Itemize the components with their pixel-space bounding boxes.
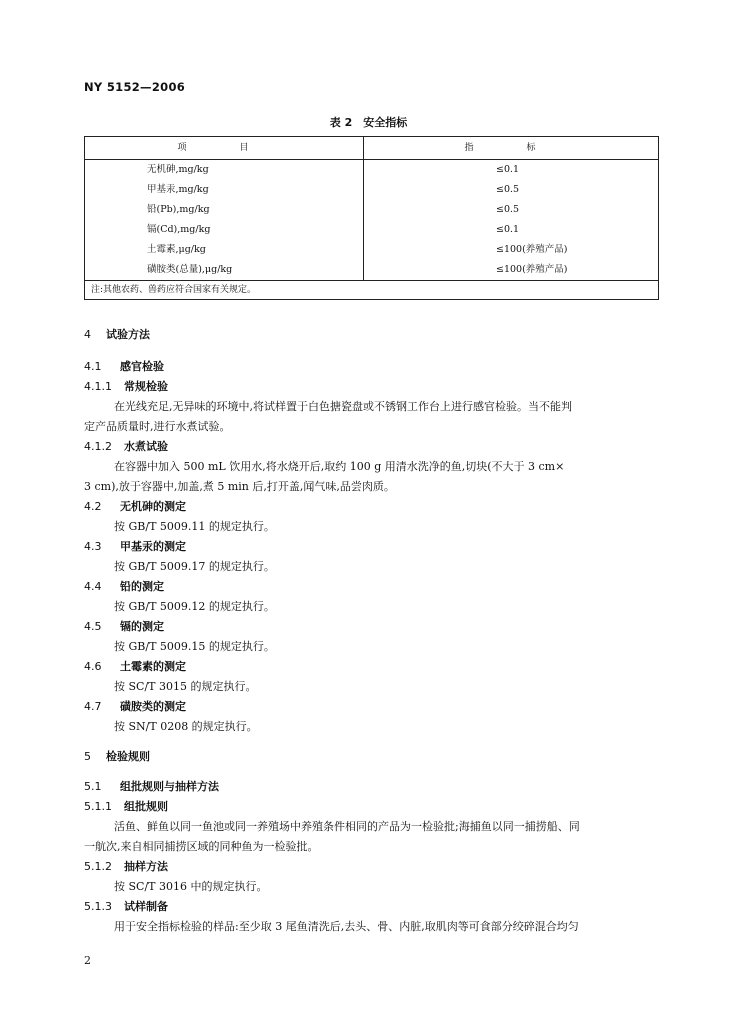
section-title: 常规检验 — [124, 380, 168, 393]
row-item: 无机砷,mg/kg — [147, 164, 209, 175]
paragraph-line: 用于安全指标检验的样品:至少取 3 尾鱼清洗后,去头、骨、内脏,取肌肉等可食部分绞碎混合均匀 — [114, 920, 579, 933]
column-header-item: 项 目 — [85, 137, 364, 160]
section-4-1-1-heading — [84, 378, 168, 394]
paragraph-line: 活鱼、鲜鱼以同一鱼池或同一养殖场中养殖条件相同的产品为一检验批;海捕鱼以同一捕捞船、同 — [114, 820, 580, 833]
table-row — [85, 180, 659, 200]
table-row — [85, 260, 659, 281]
paragraph-line: 按 GB/T 5009.15 的规定执行。 — [114, 640, 275, 653]
paragraph-line: 在光线充足,无异味的环境中,将试样置于白色搪瓷盘或不锈钢工作台上进行感官检验。当不能判 — [114, 400, 572, 413]
table-row — [85, 200, 659, 220]
section-number: 4.3 — [84, 540, 102, 553]
row-value: ≤0.1 — [364, 160, 659, 181]
paragraph-line: 按 SC/T 3015 的规定执行。 — [114, 680, 257, 693]
row-value: ≤0.5 — [364, 200, 659, 220]
section-number: 4.4 — [84, 580, 102, 593]
section-number: 4.2 — [84, 500, 102, 513]
row-value: ≤0.5 — [364, 180, 659, 200]
section-title: 土霉素的测定 — [120, 660, 186, 673]
section-4-heading — [84, 326, 150, 342]
paragraph-line: 一航次,来自相同捕捞区域的同种鱼为一检验批。 — [84, 840, 319, 853]
row-item: 土霉素,μg/kg — [147, 244, 206, 255]
section-4-7-heading — [84, 698, 186, 714]
row-value: ≤100(养殖产品) — [364, 240, 659, 260]
section-4-2-heading — [84, 498, 186, 514]
section-4-3-heading — [84, 538, 186, 554]
safety-index-table — [84, 136, 659, 300]
section-4-5-heading — [84, 618, 164, 634]
paragraph-line: 按 SN/T 0208 的规定执行。 — [114, 720, 258, 733]
section-5-heading — [84, 748, 150, 764]
table-title: 表 2 安全指标 — [329, 116, 408, 129]
section-number: 5.1 — [84, 780, 102, 793]
paragraph-line: 在容器中加入 500 mL 饮用水,将水烧开后,取约 100 g 用清水洗净的鱼,切块(不大于 3 cm× — [114, 460, 565, 473]
paragraph-line: 3 cm),放于容器中,加盖,煮 5 min 后,打开盖,闻气味,品尝肉质。 — [84, 480, 395, 493]
row-item: 甲基汞,mg/kg — [147, 184, 209, 195]
section-title: 磺胺类的测定 — [120, 700, 186, 713]
section-number: 4.7 — [84, 700, 102, 713]
section-number: 4.1 — [84, 360, 102, 373]
section-title: 镉的测定 — [120, 620, 164, 633]
section-4-4-heading — [84, 578, 164, 594]
section-5-1-3-heading — [84, 898, 168, 914]
table-row — [85, 220, 659, 240]
paragraph-line: 定产品质量时,进行水煮试验。 — [84, 420, 231, 433]
row-value: ≤100(养殖产品) — [364, 260, 659, 281]
section-number: 4.6 — [84, 660, 102, 673]
paragraph-line: 按 GB/T 5009.11 的规定执行。 — [114, 520, 275, 533]
row-item: 铅(Pb),mg/kg — [147, 204, 210, 215]
section-number: 5.1.1 — [84, 800, 112, 813]
section-title: 铅的测定 — [120, 580, 164, 593]
section-title: 试验方法 — [106, 328, 150, 341]
section-5-1-1-heading — [84, 798, 168, 814]
section-title: 抽样方法 — [124, 860, 168, 873]
section-4-6-heading — [84, 658, 186, 674]
table-row — [85, 160, 659, 181]
section-title: 试样制备 — [124, 900, 168, 913]
section-number: 5.1.3 — [84, 900, 112, 913]
section-5-1-heading — [84, 778, 219, 794]
row-value: ≤0.1 — [364, 220, 659, 240]
section-number: 4.1.1 — [84, 380, 112, 393]
row-item: 磺胺类(总量),μg/kg — [147, 264, 233, 275]
paragraph-line: 按 GB/T 5009.17 的规定执行。 — [114, 560, 275, 573]
section-4-1-heading — [84, 358, 164, 374]
section-title: 组批规则 — [124, 800, 168, 813]
section-number: 4.1.2 — [84, 440, 112, 453]
section-title: 甲基汞的测定 — [120, 540, 186, 553]
section-title: 无机砷的测定 — [120, 500, 186, 513]
section-number: 4 — [84, 328, 91, 341]
section-4-1-2-heading — [84, 438, 168, 454]
column-header-index: 指 标 — [364, 137, 659, 160]
standard-id: NY 5152—2006 — [84, 80, 186, 94]
table-note: 注:其他农药、兽药应符合国家有关规定。 — [85, 281, 659, 300]
paragraph-line: 按 SC/T 3016 中的规定执行。 — [114, 880, 268, 893]
section-5-1-2-heading — [84, 858, 168, 874]
page-number: 2 — [84, 954, 91, 967]
table-row — [85, 240, 659, 260]
section-title: 感官检验 — [120, 360, 164, 373]
row-item: 镉(Cd),mg/kg — [147, 224, 211, 235]
section-number: 5 — [84, 750, 91, 763]
paragraph-line: 按 GB/T 5009.12 的规定执行。 — [114, 600, 275, 613]
section-title: 水煮试验 — [124, 440, 168, 453]
section-title: 组批规则与抽样方法 — [120, 780, 219, 793]
table-note-row — [85, 281, 659, 300]
section-title: 检验规则 — [106, 750, 150, 763]
section-number: 5.1.2 — [84, 860, 112, 873]
table-header-row — [85, 137, 659, 160]
section-number: 4.5 — [84, 620, 102, 633]
